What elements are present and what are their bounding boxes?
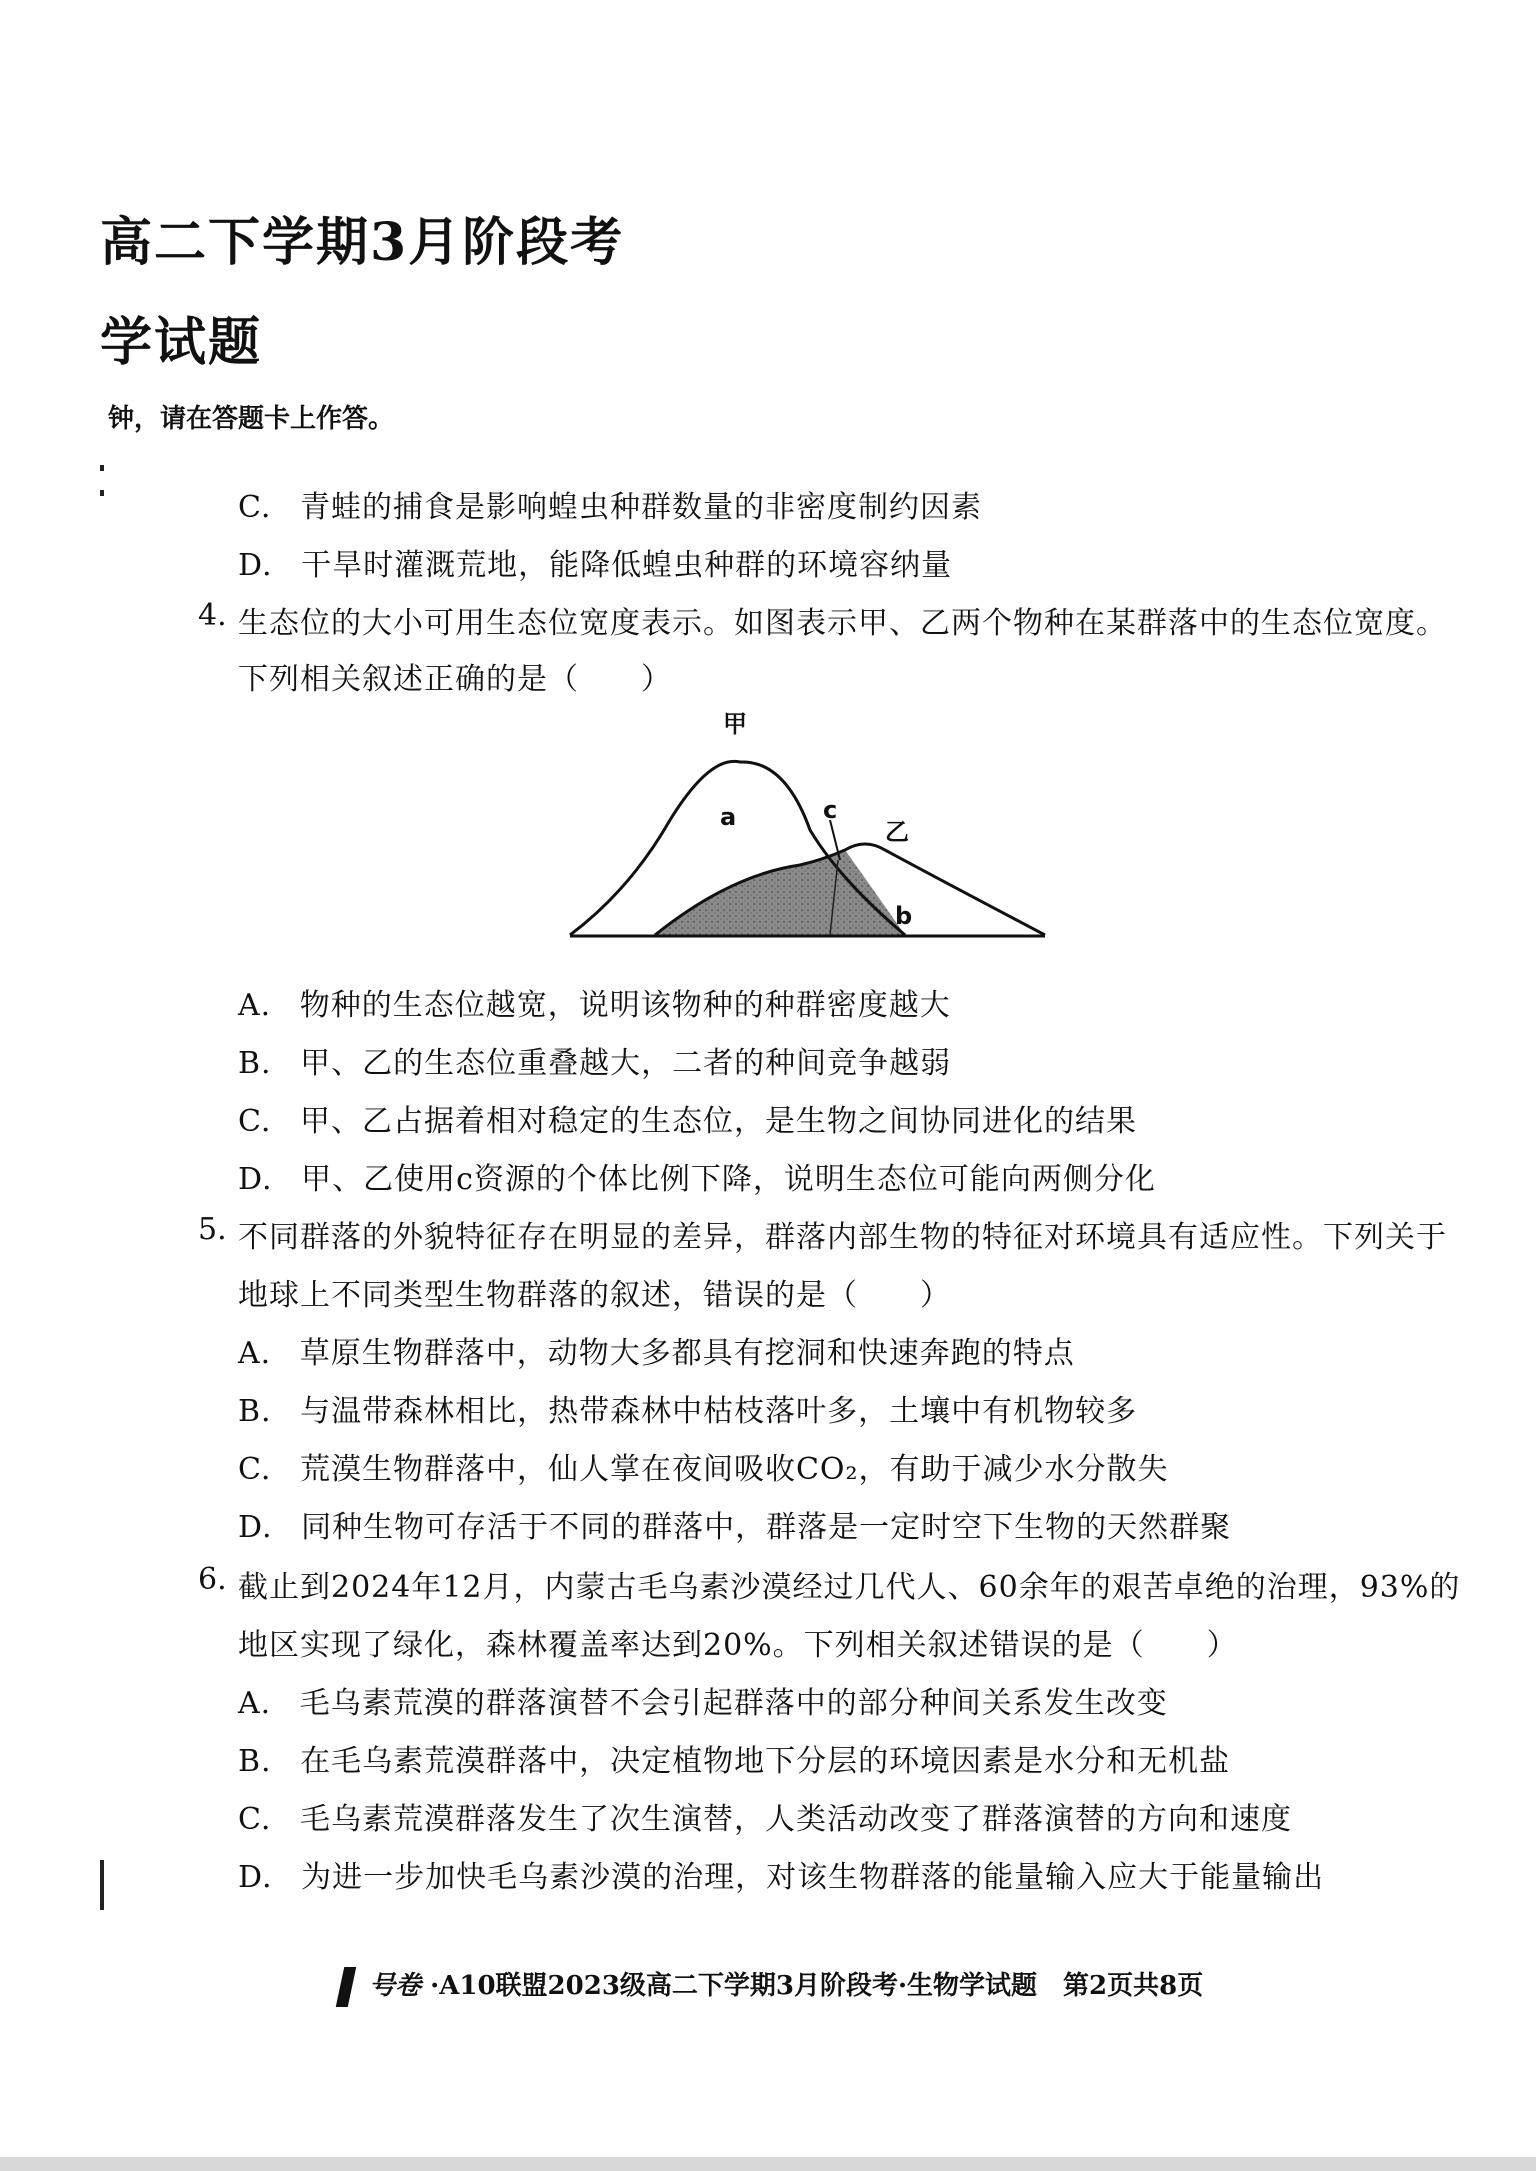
footer-brand: 号卷 [369,1971,422,2001]
q4-option-c [238,1096,1137,1140]
option-letter: C. [238,490,272,525]
option-text: 草原生物群落中，动物大多都具有挖洞和快速奔跑的特点 [299,1336,1075,1371]
q6-stem-line1: 截止到2024年12月，内蒙古毛乌素沙漠经过几代人、60余年的艰苦卓绝的治理，93%的 [238,1570,1461,1605]
exam-instruction: 钟，请在答题卡上作答。 [108,404,395,434]
q4-number: 4. [198,598,227,633]
scan-bottom-strip [0,2157,1536,2171]
q4-stem-line1: 生态位的大小可用生态位宽度表示。如图表示甲、乙两个物种在某群落中的生态位宽度。 [238,606,1447,641]
option-text: 与温带森林相比，热带森林中枯枝落叶多，土壤中有机物较多 [300,1394,1138,1429]
label-jia: 甲 [723,710,747,738]
label-b: b [895,902,913,930]
option-text: 青蛙的捕食是影响蝗虫种群数量的非密度制约因素 [299,490,982,525]
scan-edge-mark [100,1860,104,1910]
option-text: 甲、乙使用c资源的个体比例下降，说明生态位可能向两侧分化 [301,1162,1156,1197]
q6-option-b [238,1736,1230,1780]
scan-edge-mark [100,490,104,496]
q4-option-a [238,980,951,1024]
page-title-line2: 学试题 [100,312,263,373]
option-letter: B. [238,1394,272,1429]
q6-number: 6. [198,1562,227,1597]
q6-option-a [238,1678,1168,1722]
option-letter: A. [238,988,272,1023]
species-yi-shaded-area [655,850,905,935]
option-letter: C. [238,1802,272,1837]
niche-width-figure [560,710,1080,950]
q3-option-c [238,482,982,526]
q6-option-d [238,1852,1324,1896]
option-letter: D. [238,548,273,583]
option-text: 荒漠生物群落中，仙人掌在夜间吸收CO₂，有助于减少水分散失 [299,1452,1169,1487]
q4-option-d [238,1154,1156,1198]
label-a: a [720,803,737,831]
option-letter: D. [238,1860,273,1895]
footer-text: ·A10联盟2023级高二下学期3月阶段考·生物学试题 第2页共8页 [430,1971,1204,2001]
q5-stem-line1: 不同群落的外貌特征存在明显的差异，群落内部生物的特征对环境具有适应性。下列关于 [238,1220,1447,1255]
q5-option-d [238,1502,1231,1546]
q4-stem-line2: 下列相关叙述正确的是（ ） [238,662,672,697]
page-title-line1: 高二下学期3月阶段考 [100,212,625,273]
publisher-logo-icon [336,1967,357,2007]
page-footer [340,1965,1203,2007]
option-letter: D. [238,1510,273,1545]
scan-edge-mark [100,465,104,471]
q5-option-c [238,1444,1169,1488]
q3-option-d [238,540,952,584]
option-letter: C. [238,1104,272,1139]
q6-stem-line2: 地区实现了绿化，森林覆盖率达到20%。下列相关叙述错误的是（ ） [238,1628,1238,1663]
option-letter: B. [238,1744,272,1779]
q5-stem-line2: 地球上不同类型生物群落的叙述，错误的是（ ） [238,1278,951,1313]
option-text: 毛乌素荒漠的群落演替不会引起群落中的部分种间关系发生改变 [299,1686,1168,1721]
q5-option-b [238,1386,1137,1430]
q5-number: 5. [198,1212,227,1247]
option-letter: A. [238,1686,272,1721]
option-letter: A. [238,1336,272,1371]
option-letter: D. [238,1162,273,1197]
label-yi: 乙 [885,818,909,846]
option-text: 甲、乙占据着相对稳定的生态位，是生物之间协同进化的结果 [299,1104,1137,1139]
q5-option-a [238,1328,1075,1372]
option-letter: B. [238,1046,272,1081]
option-text: 甲、乙的生态位重叠越大，二者的种间竞争越弱 [300,1046,952,1081]
option-text: 为进一步加快毛乌素沙漠的治理，对该生物群落的能量输入应大于能量输出 [301,1860,1325,1895]
q6-option-c [238,1794,1292,1838]
option-text: 物种的生态位越宽，说明该物种的种群密度越大 [299,988,951,1023]
option-letter: C. [238,1452,272,1487]
option-text: 毛乌素荒漠群落发生了次生演替，人类活动改变了群落演替的方向和速度 [299,1802,1292,1837]
option-text: 干旱时灌溉荒地，能降低蝗虫种群的环境容纳量 [301,548,953,583]
q4-option-b [238,1038,951,1082]
label-c: c [823,796,838,824]
option-text: 同种生物可存活于不同的群落中，群落是一定时空下生物的天然群聚 [301,1510,1232,1545]
option-text: 在毛乌素荒漠群落中，决定植物地下分层的环境因素是水分和无机盐 [300,1744,1231,1779]
